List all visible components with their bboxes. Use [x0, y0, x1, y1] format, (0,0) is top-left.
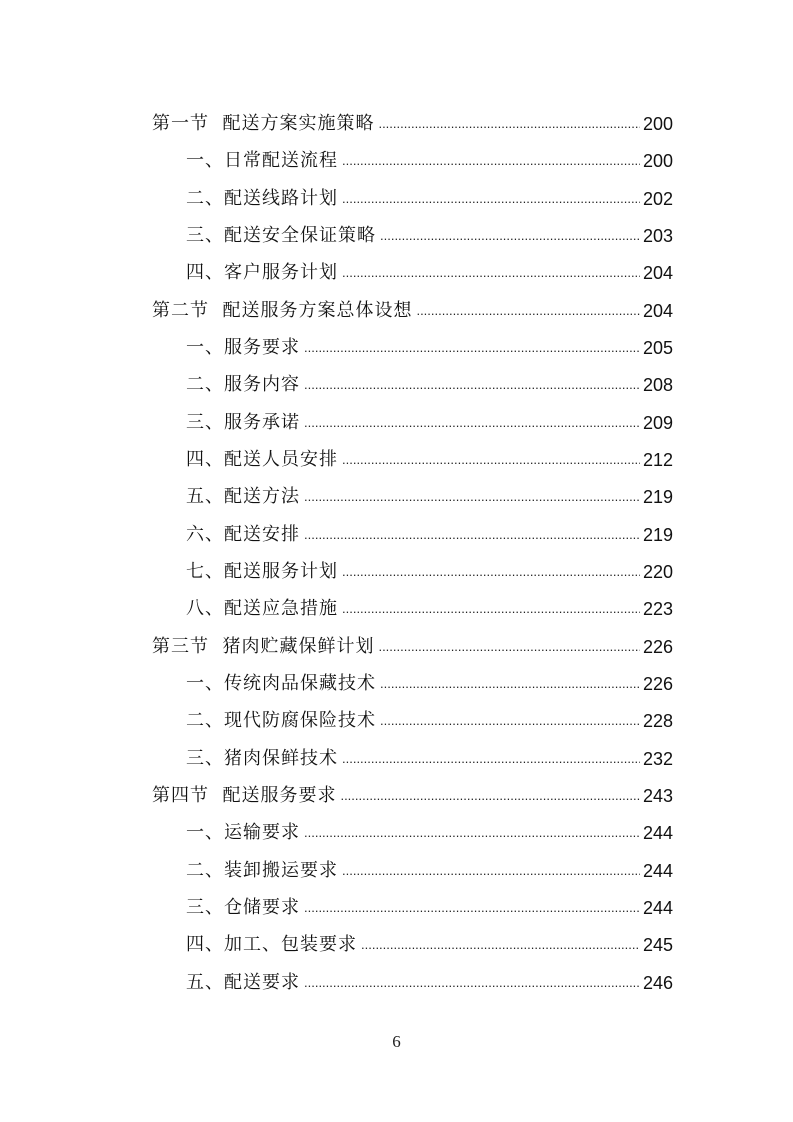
toc-entry-label: 四、配送人员安排	[186, 449, 338, 470]
toc-entry-page: 219	[642, 487, 673, 507]
dot-leader	[342, 154, 640, 168]
toc-entry[interactable]	[186, 926, 673, 956]
dot-leader	[342, 192, 640, 206]
toc-entry-page: 212	[642, 450, 673, 470]
toc-entry[interactable]	[152, 628, 673, 658]
toc-entry-page: 200	[642, 114, 673, 134]
toc-entry-label: 七、配送服务计划	[186, 561, 338, 582]
dot-leader	[378, 117, 640, 131]
toc-entry-label: 二、服务内容	[186, 374, 300, 395]
toc-entry-label: 第二节 配送服务方案总体设想	[152, 300, 413, 321]
toc-entry-page: 244	[642, 861, 673, 881]
toc-entry-label: 第四节 配送服务要求	[152, 785, 337, 806]
toc-entry-label: 六、配送安排	[186, 524, 300, 545]
toc-entry[interactable]	[186, 217, 673, 247]
toc-entry-label: 三、配送安全保证策略	[186, 225, 376, 246]
toc-entry-label: 五、配送要求	[186, 972, 300, 993]
toc-entry-label: 二、装卸搬运要求	[186, 860, 338, 881]
toc-entry[interactable]	[186, 478, 673, 508]
dot-leader	[304, 826, 640, 840]
toc-entry-label: 一、传统肉品保藏技术	[186, 673, 376, 694]
toc-entry-page: 232	[642, 749, 673, 769]
toc-entry[interactable]	[186, 329, 673, 359]
toc-entry-label: 第一节 配送方案实施策略	[152, 113, 375, 134]
toc-entry-label: 四、加工、包装要求	[186, 934, 357, 955]
toc-entry-page: 208	[642, 375, 673, 395]
toc-entry-page: 205	[642, 338, 673, 358]
dot-leader	[378, 640, 640, 654]
dot-leader	[342, 864, 640, 878]
dot-leader	[304, 901, 640, 915]
dot-leader	[416, 304, 640, 318]
dot-leader	[304, 341, 640, 355]
toc-entry-label: 第三节 猪肉贮藏保鲜计划	[152, 636, 375, 657]
toc-entry[interactable]	[186, 441, 673, 471]
toc-entry[interactable]	[186, 404, 673, 434]
toc-entry-page: 226	[642, 674, 673, 694]
toc-entry-page: 245	[642, 935, 673, 955]
toc-entry[interactable]	[186, 814, 673, 844]
toc-entry-label: 四、客户服务计划	[186, 262, 338, 283]
toc-entry-label: 八、配送应急措施	[186, 598, 338, 619]
toc-entry-page: 228	[642, 711, 673, 731]
toc-entry[interactable]	[186, 665, 673, 695]
dot-leader	[342, 565, 640, 579]
dot-leader	[340, 789, 640, 803]
dot-leader	[380, 677, 640, 691]
toc-entry[interactable]	[186, 964, 673, 994]
toc-entry[interactable]	[186, 553, 673, 583]
toc-entry[interactable]	[186, 889, 673, 919]
toc-entry-page: 219	[642, 525, 673, 545]
toc-entry-label: 一、日常配送流程	[186, 150, 338, 171]
toc-entry[interactable]	[152, 292, 673, 322]
toc-entry-page: 246	[642, 973, 673, 993]
dot-leader	[342, 453, 640, 467]
toc-entry-page: 203	[642, 226, 673, 246]
dot-leader	[304, 490, 640, 504]
toc-entry-label: 一、服务要求	[186, 337, 300, 358]
dot-leader	[304, 416, 640, 430]
toc-entry[interactable]	[186, 740, 673, 770]
toc-entry-label: 二、现代防腐保险技术	[186, 710, 376, 731]
dot-leader	[304, 378, 640, 392]
toc-entry-page: 204	[642, 301, 673, 321]
toc-entry-page: 200	[642, 151, 673, 171]
toc-entry[interactable]	[186, 180, 673, 210]
toc-entry-page: 204	[642, 263, 673, 283]
dot-leader	[304, 528, 640, 542]
toc-entry[interactable]	[186, 590, 673, 620]
toc-entry[interactable]	[186, 366, 673, 396]
toc-entry-label: 二、配送线路计划	[186, 188, 338, 209]
toc-entry-page: 223	[642, 599, 673, 619]
toc-entry[interactable]	[186, 516, 673, 546]
toc-entry-label: 五、配送方法	[186, 486, 300, 507]
toc-entry-page: 209	[642, 413, 673, 433]
dot-leader	[342, 602, 640, 616]
toc-entry-page: 244	[642, 898, 673, 918]
toc-entry[interactable]	[186, 142, 673, 172]
toc-entry-page: 244	[642, 823, 673, 843]
page-number: 6	[392, 1032, 401, 1051]
toc-entry[interactable]	[152, 777, 673, 807]
dot-leader	[304, 976, 640, 990]
toc-entry-label: 三、猪肉保鲜技术	[186, 748, 338, 769]
toc-entry[interactable]	[152, 105, 673, 135]
toc-entry-label: 一、运输要求	[186, 822, 300, 843]
dot-leader	[361, 938, 640, 952]
toc-entry[interactable]	[186, 254, 673, 284]
dot-leader	[380, 229, 640, 243]
toc-entry[interactable]	[186, 852, 673, 882]
toc-entry-page: 226	[642, 637, 673, 657]
dot-leader	[342, 752, 640, 766]
toc-entry[interactable]	[186, 702, 673, 732]
toc-entry-page: 243	[642, 786, 673, 806]
toc-entry-page: 220	[642, 562, 673, 582]
toc-entry-label: 三、仓储要求	[186, 897, 300, 918]
dot-leader	[342, 266, 640, 280]
toc-entry-page: 202	[642, 189, 673, 209]
dot-leader	[380, 714, 640, 728]
toc-entry-label: 三、服务承诺	[186, 412, 300, 433]
